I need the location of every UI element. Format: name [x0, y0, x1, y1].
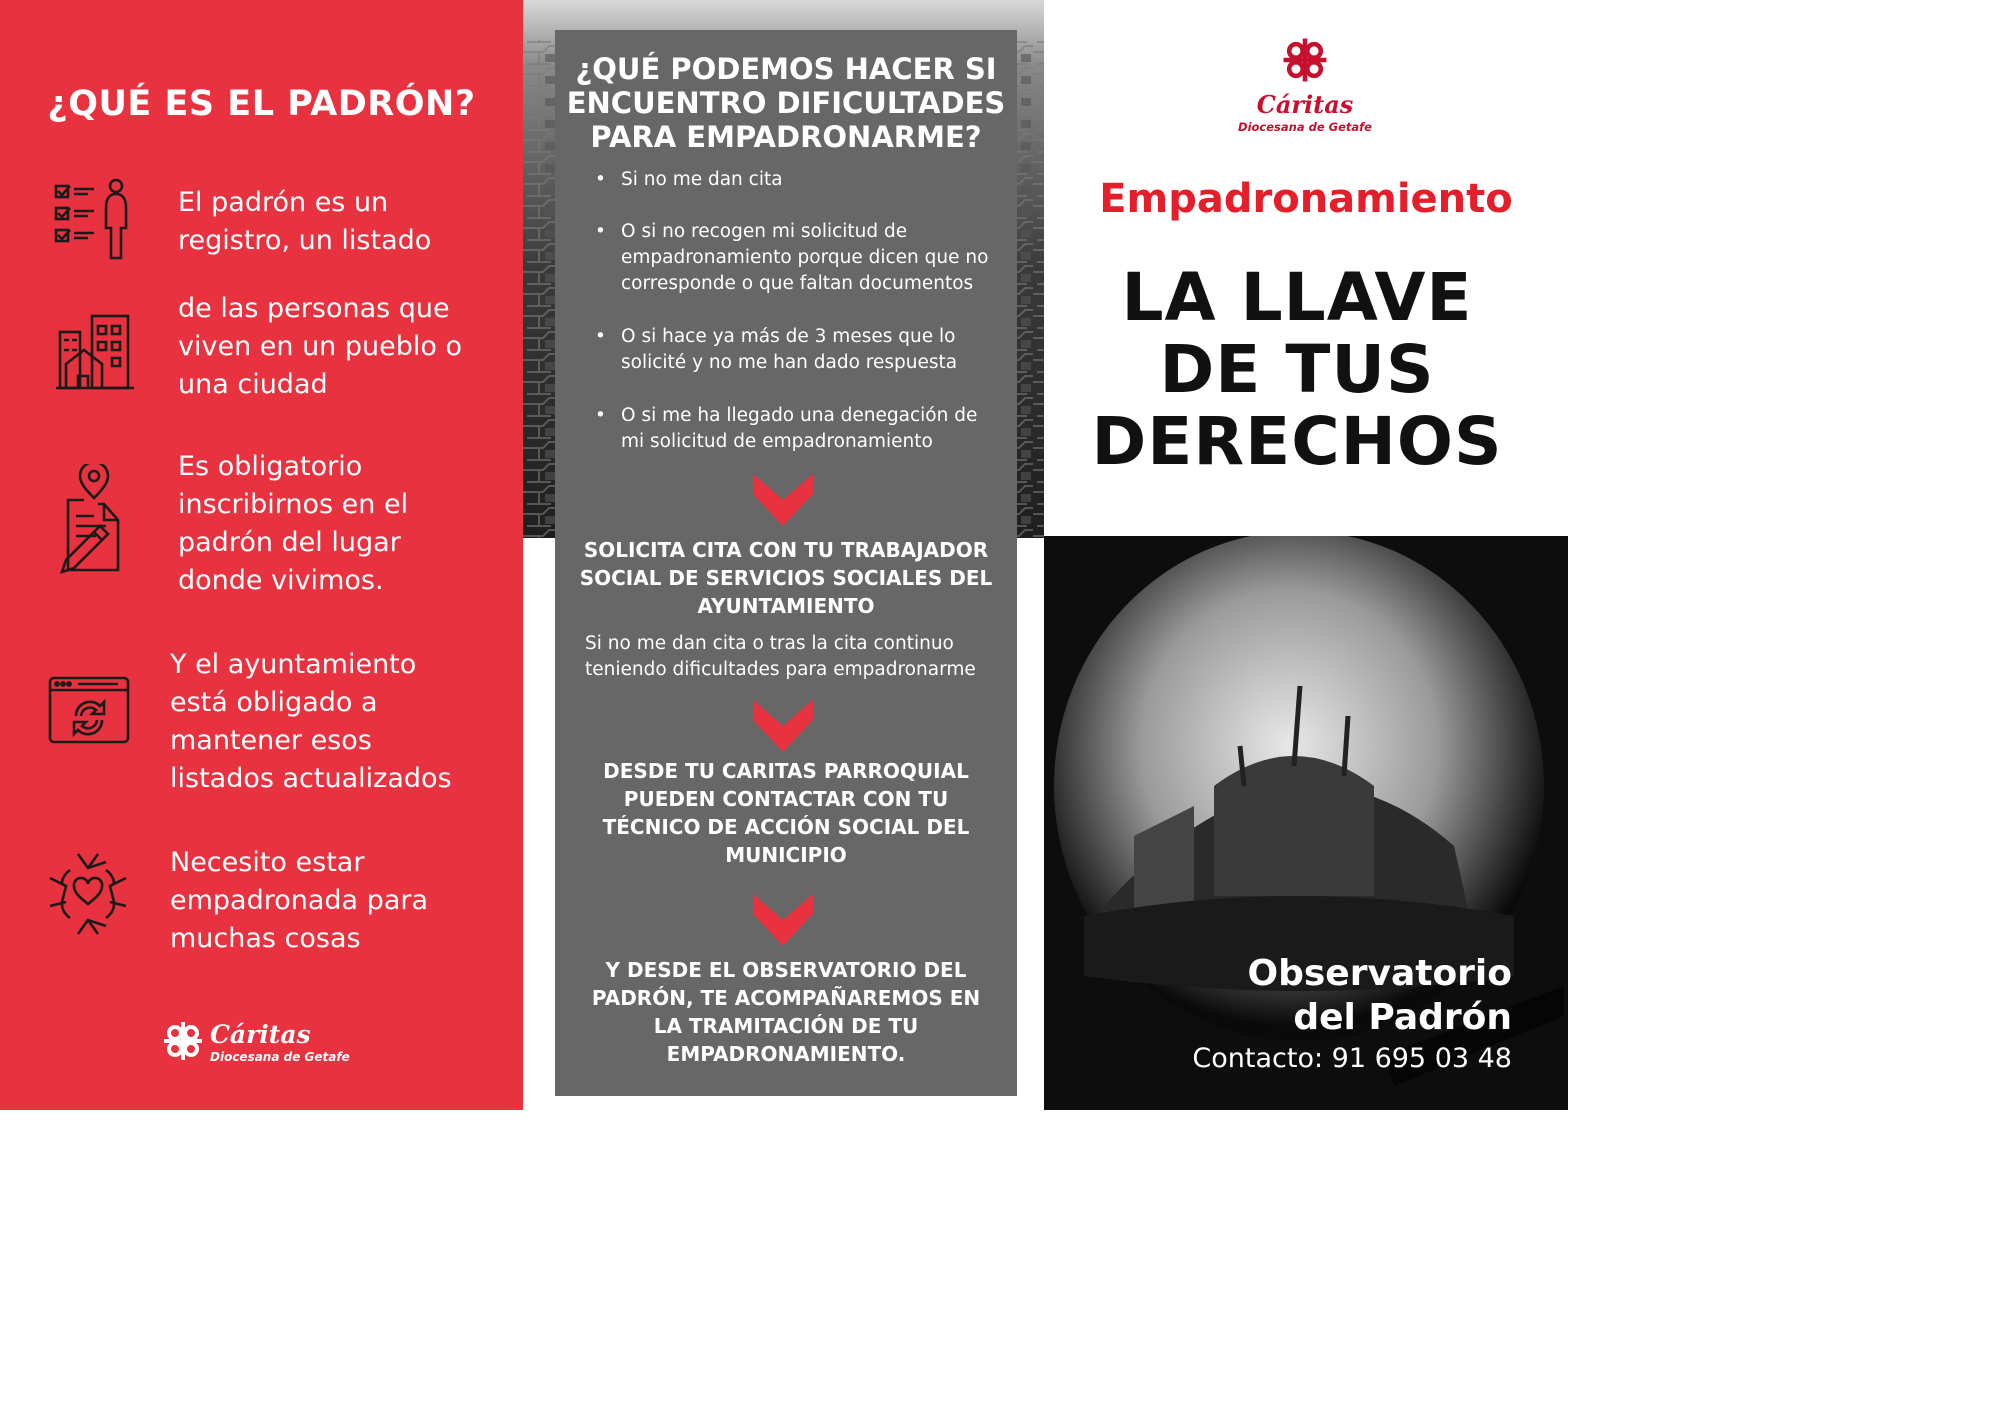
hands-heart-icon: [44, 848, 132, 940]
chevron-down-icon: [753, 474, 813, 526]
buildings-house-icon: [52, 312, 138, 398]
observatory-title: Observatorio del Padrón: [1247, 953, 1512, 1038]
info-text: Y el ayuntamiento está obligado a mantener esos listados actualizados: [170, 649, 452, 794]
info-text: de las personas que viven en un pueblo o una ciudad: [178, 293, 463, 400]
steps-box: [555, 30, 1017, 1096]
caritas-wordmark: Cáritas: [210, 1020, 311, 1049]
list-item: • O si hace ya más de 3 meses que lo solicité y no me han dado respuesta: [593, 324, 1013, 376]
location-document-pen-icon: [54, 464, 134, 578]
caritas-subtitle: Diocesana de Getafe: [1238, 120, 1372, 134]
info-text: Necesito estar empadronada para muchas cosas: [170, 847, 429, 954]
difficulty-list: [593, 167, 1013, 455]
checklist-person-icon: [52, 178, 138, 264]
step-note: Si no me dan cita o tras la cita continuo teniendo dificultades para empadronarme: [585, 633, 976, 680]
caritas-subtitle: Diocesana de Getafe: [210, 1050, 350, 1064]
list-item: • Si no me dan cita: [593, 167, 1013, 193]
info-text: El padrón es un registro, un listado: [178, 187, 432, 256]
caritas-wordmark: Cáritas: [1256, 90, 1354, 119]
caritas-logo: [1220, 34, 1390, 134]
chevron-down-icon: [753, 700, 813, 752]
middle-title: ¿QUÉ PODEMOS HACER SI ENCUENTRO DIFICULTADES PARA EMPADRONARME?: [566, 52, 1006, 154]
step-observatory: Y DESDE EL OBSERVATORIO DEL PADRÓN, TE ACOMPAÑAREMOS EN LA TRAMITACIÓN DE TU EMPADRONAMIENTO.: [591, 958, 981, 1066]
chevron-down-icon: [753, 894, 813, 946]
browser-refresh-icon: [46, 674, 132, 750]
contact-phone: Contacto: 91 695 03 48: [1192, 1043, 1512, 1074]
middle-panel: [523, 0, 1044, 1110]
caritas-cross-icon: [160, 1018, 206, 1064]
info-text: Es obligatorio inscribirnos en el padrón del lugar donde vivimos.: [178, 451, 409, 596]
step-request-appointment: SOLICITA CITA CON TU TRABAJADOR SOCIAL DE SERVICIOS SOCIALES DEL AYUNTAMIENTO: [579, 538, 993, 618]
main-title: LA LLAVE DE TUS DERECHOS: [1091, 259, 1503, 480]
left-panel: [0, 0, 523, 1110]
list-item: • O si me ha llegado una denegación de mi solicitud de empadronamiento: [593, 403, 1013, 455]
right-panel: [1044, 0, 1568, 1110]
section-heading: Empadronamiento: [1099, 176, 1513, 222]
caritas-logo: [160, 1018, 370, 1070]
left-title: ¿QUÉ ES EL PADRÓN?: [47, 84, 476, 124]
list-item: • O si no recogen mi solicitud de empadronamiento porque dicen que no corresponde o que faltan documentos: [593, 219, 1013, 297]
caritas-cross-icon: [1279, 34, 1331, 86]
step-caritas-parish: DESDE TU CARITAS PARROQUIAL PUEDEN CONTACTAR CON TU TÉCNICO DE ACCIÓN SOCIAL DEL MUNICIPIO: [602, 759, 970, 867]
